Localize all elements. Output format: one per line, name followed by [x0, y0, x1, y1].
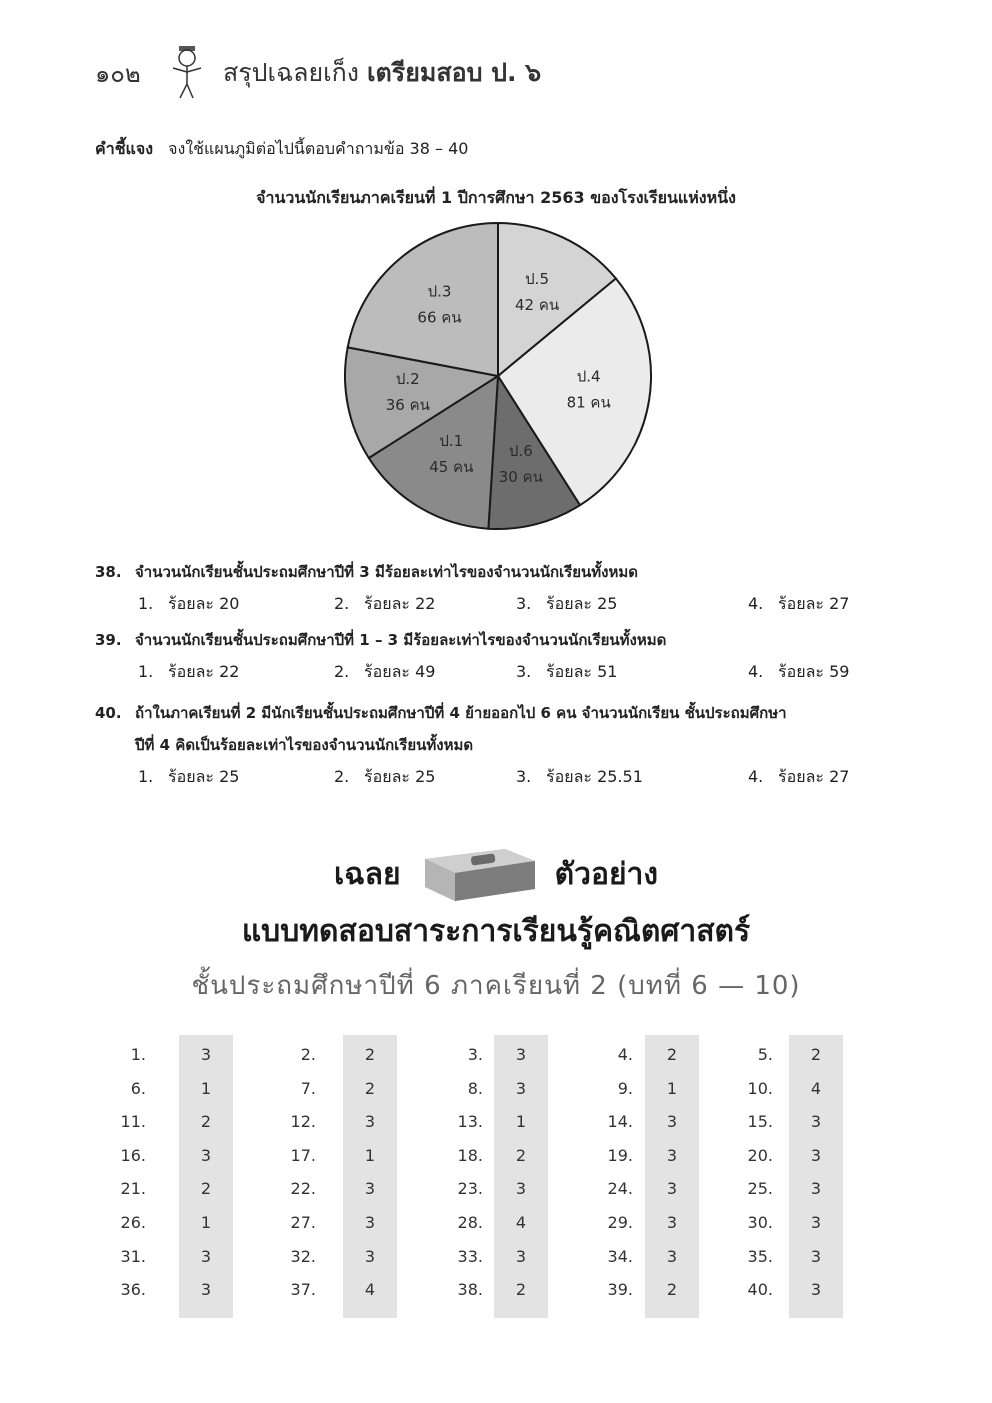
- answer-item-choice: 3: [666, 1179, 678, 1199]
- answer-option: [748, 592, 849, 617]
- answer-item-choice: 2: [364, 1045, 376, 1064]
- answer-item-choice: 3: [666, 1145, 678, 1165]
- answer-item-number: 26.: [120, 1213, 146, 1232]
- page-header: [95, 48, 541, 98]
- pie-slice-label: ป.6: [508, 441, 533, 460]
- option-number: 2.: [334, 594, 350, 613]
- option-number: 1.: [138, 662, 154, 681]
- answer-option: [334, 765, 435, 790]
- answer-item-choice: 3: [515, 1045, 527, 1064]
- answer-item-choice: 3: [810, 1112, 822, 1132]
- answer-title-left: เฉลย: [333, 856, 401, 892]
- option-text: ร้อยละ 27: [778, 594, 850, 613]
- answer-item-choice: 4: [810, 1078, 822, 1098]
- answer-column-highlight: [343, 1035, 397, 1318]
- book-title-regular: สรุปเฉลยเก็ง: [223, 58, 359, 87]
- pie-slice-label: ป.5: [525, 269, 550, 288]
- answer-item-number: 20.: [747, 1145, 773, 1165]
- pie-slice-label: ป.4: [576, 367, 601, 386]
- answer-item-number: 25.: [747, 1179, 773, 1199]
- answer-option: [516, 660, 617, 685]
- answer-item-number: 17.: [290, 1145, 316, 1165]
- answer-item-number: 14.: [607, 1112, 633, 1132]
- option-text: ร้อยละ 22: [168, 662, 240, 681]
- option-text: ร้อยละ 27: [778, 767, 850, 786]
- answer-item-number: 23.: [457, 1179, 483, 1199]
- answer-item-number: 33.: [457, 1246, 483, 1266]
- question-number: 40.: [95, 704, 122, 722]
- chart-title: จำนวนนักเรียนภาคเรียนที่ 1 ปีการศึกษา 2563 ของโรงเรียนแห่งหนึ่ง: [256, 188, 736, 207]
- answer-item-choice: 3: [810, 1280, 822, 1300]
- book-title-bold: เตรียมสอบ ป. ๖: [367, 58, 542, 87]
- answer-item-choice: 3: [666, 1213, 678, 1232]
- pie-slice-value: 30 คน: [498, 467, 543, 486]
- option-number: 3.: [516, 594, 532, 613]
- question-text: [95, 701, 787, 725]
- answer-title: [0, 838, 992, 910]
- answer-item-choice: 3: [200, 1045, 212, 1064]
- answer-item-choice: 3: [810, 1213, 822, 1232]
- answer-item-choice: 3: [666, 1112, 678, 1132]
- answer-item-choice: 2: [515, 1145, 527, 1165]
- answer-item-number: 3.: [467, 1045, 483, 1064]
- question-line: จำนวนนักเรียนชั้นประถมศึกษาปีที่ 3 มีร้อยละเท่าไรของจำนวนนักเรียนทั้งหมด: [135, 563, 638, 581]
- question-line: จำนวนนักเรียนชั้นประถมศึกษาปีที่ 1 – 3 มีร้อยละเท่าไรของจำนวนนักเรียนทั้งหมด: [135, 631, 667, 649]
- answer-item-choice: 3: [666, 1246, 678, 1266]
- answer-item-choice: 2: [666, 1045, 678, 1064]
- answer-item-choice: 3: [810, 1179, 822, 1199]
- answer-item-choice: 1: [666, 1078, 678, 1098]
- answer-item-number: 35.: [747, 1246, 773, 1266]
- answer-option: [138, 592, 239, 617]
- question-number: 39.: [95, 631, 122, 649]
- answer-item-number: 6.: [130, 1078, 146, 1098]
- answer-subtitle-grade: ชั้นประถมศึกษาปีที่ 6 ภาคเรียนที่ 2 (บทที่ 6 — 10): [191, 971, 801, 1001]
- answer-item-number: 34.: [607, 1246, 633, 1266]
- answer-item-number: 13.: [457, 1112, 483, 1132]
- pie-slice-value: 81 คน: [566, 393, 611, 412]
- answer-item-choice: 1: [200, 1078, 212, 1098]
- answer-item-choice: 1: [200, 1213, 212, 1232]
- answer-title-right: ตัวอย่าง: [554, 856, 659, 892]
- option-text: ร้อยละ 59: [778, 662, 850, 681]
- answer-item-number: 11.: [120, 1112, 146, 1132]
- pie-slice-label: ป.3: [427, 282, 452, 301]
- option-text: ร้อยละ 25: [168, 767, 240, 786]
- instruction-text: จงใช้แผนภูมิต่อไปนี้ตอบคำถามข้อ 38 – 40: [168, 139, 469, 158]
- pie-slice-value: 42 คน: [515, 295, 560, 314]
- option-number: 2.: [334, 662, 350, 681]
- answer-item-number: 21.: [120, 1179, 146, 1199]
- answer-column-highlight: [789, 1035, 843, 1318]
- pie-slice-value: 45 คน: [429, 458, 474, 477]
- answer-item-choice: 3: [810, 1145, 822, 1165]
- answer-item-number: 27.: [290, 1213, 316, 1232]
- book-icon: [415, 845, 541, 903]
- question-number: 38.: [95, 563, 122, 581]
- answer-item-number: 36.: [120, 1280, 146, 1300]
- answer-item-number: 1.: [130, 1045, 146, 1064]
- book-title: [223, 53, 541, 93]
- answer-option: [334, 660, 435, 685]
- answer-option: [516, 765, 643, 790]
- answer-item-number: 31.: [120, 1246, 146, 1266]
- answer-item-number: 15.: [747, 1112, 773, 1132]
- answer-item-number: 32.: [290, 1246, 316, 1266]
- option-number: 4.: [748, 767, 764, 786]
- answer-item-number: 4.: [617, 1045, 633, 1064]
- pie-slice-value: 66 คน: [417, 308, 462, 327]
- answer-item-choice: 1: [515, 1112, 527, 1132]
- option-text: ร้อยละ 25.51: [546, 767, 643, 786]
- answer-item-choice: 2: [200, 1112, 212, 1132]
- pie-slice-label: ป.2: [395, 370, 420, 389]
- answer-item-number: 38.: [457, 1280, 483, 1300]
- answer-column-highlight: [494, 1035, 548, 1318]
- answer-item-number: 18.: [457, 1145, 483, 1165]
- question-text: ปีที่ 4 คิดเป็นร้อยละเท่าไรของจำนวนนักเรียนทั้งหมด: [135, 736, 474, 754]
- question-line: ถ้าในภาคเรียนที่ 2 มีนักเรียนชั้นประถมศึกษาปีที่ 4 ย้ายออกไป 6 คน จำนวนนักเรียน ชั้นประถมศึกษา: [135, 704, 787, 722]
- answer-item-choice: 3: [364, 1213, 376, 1232]
- answer-option: [138, 765, 239, 790]
- answer-item-choice: 2: [364, 1078, 376, 1098]
- answer-item-number: 40.: [747, 1280, 773, 1300]
- option-number: 2.: [334, 767, 350, 786]
- pie-slice-value: 36 คน: [385, 396, 430, 415]
- answer-item-choice: 3: [515, 1246, 527, 1266]
- answer-option: [516, 592, 617, 617]
- option-number: 3.: [516, 662, 532, 681]
- answer-item-number: 22.: [290, 1179, 316, 1199]
- answer-subtitle: แบบทดสอบสาระการเรียนรู้คณิตศาสตร์: [241, 914, 751, 949]
- answer-item-choice: 3: [364, 1179, 376, 1199]
- answer-item-choice: 4: [515, 1213, 527, 1232]
- answer-item-choice: 3: [200, 1145, 212, 1165]
- answer-option: [334, 592, 435, 617]
- answer-item-number: 30.: [747, 1213, 773, 1232]
- answer-column-highlight: [179, 1035, 233, 1318]
- answer-item-number: 10.: [747, 1078, 773, 1098]
- answer-item-choice: 4: [364, 1280, 376, 1300]
- answer-item-number: 24.: [607, 1179, 633, 1199]
- answer-item-number: 5.: [757, 1045, 773, 1064]
- answer-item-choice: 2: [200, 1179, 212, 1199]
- pie-chart: [343, 218, 653, 538]
- answer-item-choice: 2: [810, 1045, 822, 1064]
- option-number: 1.: [138, 767, 154, 786]
- question-text: [95, 560, 638, 584]
- page-number: ๑๐๒: [95, 59, 141, 88]
- answer-item-choice: 3: [515, 1179, 527, 1199]
- option-text: ร้อยละ 49: [364, 662, 436, 681]
- answer-item-number: 2.: [300, 1045, 316, 1064]
- question-text: [95, 628, 666, 652]
- answer-item-choice: 3: [200, 1280, 212, 1300]
- answer-item-choice: 1: [364, 1145, 376, 1165]
- answer-item-number: 9.: [617, 1078, 633, 1098]
- pie-slice-label: ป.1: [439, 432, 464, 451]
- option-text: ร้อยละ 25: [364, 767, 436, 786]
- answer-item-number: 7.: [300, 1078, 316, 1098]
- answer-item-choice: 3: [200, 1246, 212, 1266]
- answer-option: [748, 660, 849, 685]
- answer-item-choice: 2: [666, 1280, 678, 1300]
- answer-item-number: 29.: [607, 1213, 633, 1232]
- answer-column-highlight: [645, 1035, 699, 1318]
- answer-item-number: 39.: [607, 1280, 633, 1300]
- instruction-label: คำชี้แจง: [95, 139, 154, 158]
- option-text: ร้อยละ 22: [364, 594, 436, 613]
- answer-item-number: 12.: [290, 1112, 316, 1132]
- option-number: 4.: [748, 662, 764, 681]
- option-number: 1.: [138, 594, 154, 613]
- answer-option: [138, 660, 239, 685]
- answer-item-choice: 2: [515, 1280, 527, 1300]
- student-mascot-icon: [165, 44, 209, 102]
- answer-item-number: 19.: [607, 1145, 633, 1165]
- answer-item-number: 8.: [467, 1078, 483, 1098]
- answer-item-number: 37.: [290, 1280, 316, 1300]
- option-text: ร้อยละ 51: [546, 662, 618, 681]
- option-number: 4.: [748, 594, 764, 613]
- answer-item-choice: 3: [810, 1246, 822, 1266]
- instruction: [95, 137, 468, 162]
- option-number: 3.: [516, 767, 532, 786]
- answer-item-choice: 3: [364, 1112, 376, 1132]
- answer-item-number: 16.: [120, 1145, 146, 1165]
- option-text: ร้อยละ 25: [546, 594, 618, 613]
- answer-item-choice: 3: [364, 1246, 376, 1266]
- answer-item-choice: 3: [515, 1078, 527, 1098]
- option-text: ร้อยละ 20: [168, 594, 240, 613]
- answer-option: [748, 765, 849, 790]
- answer-item-number: 28.: [457, 1213, 483, 1232]
